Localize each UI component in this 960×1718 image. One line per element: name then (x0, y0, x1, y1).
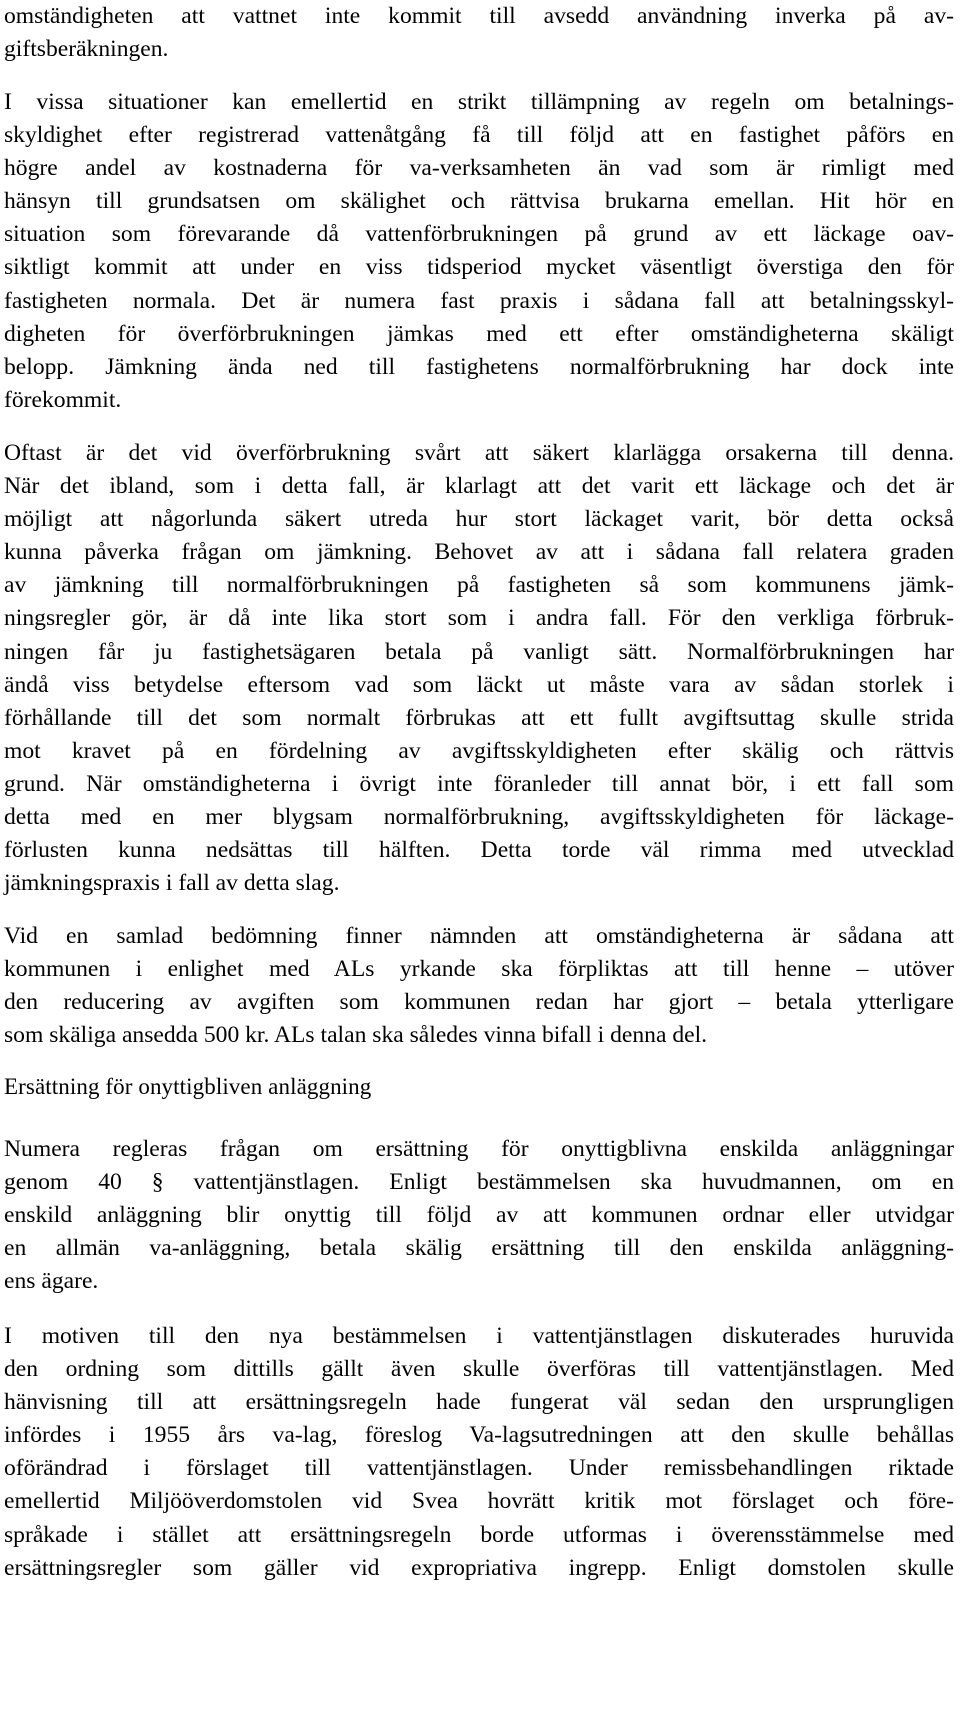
text-line: fastigheten normala. Det är numera fast praxis i sådana fall att betalningsskyl- (4, 287, 954, 314)
text-line: ersättningsregler som gäller vid expropriativa ingrepp. Enligt domstolen skulle (4, 1554, 954, 1581)
text-line: mot kravet på en fördelning av avgiftsskyldigheten efter skälig och rättvis (4, 737, 954, 764)
section-heading-text: Ersättning för onyttigbliven anläggning (4, 1074, 372, 1099)
text-line: siktligt kommit att under en viss tidsperiod mycket väsentligt överstiga den för (4, 254, 954, 281)
text-line: kunna påverka frågan om jämkning. Behovet av att i sådana fall relatera graden (4, 539, 954, 566)
text-line: enskild anläggning blir onyttig till följd av att kommunen ordnar eller utvidgar (4, 1202, 954, 1229)
text-line: Vid en samlad bedömning finner nämnden att omständigheterna är sådana att (4, 923, 954, 949)
text-line: den reducering av avgiften som kommunen redan har gjort – betala ytterligare (4, 989, 954, 1016)
text-line: kommunen i enlighet med ALs yrkande ska förpliktas att till henne – utöver (4, 956, 954, 983)
paragraph-strict-application (4, 86, 954, 417)
text-line: skyldighet efter registrerad vattenåtgång få till följd att en fastighet påförs en (4, 122, 954, 149)
text-line: Numera regleras frågan om ersättning för onyttigblivna enskilda anläggningar (4, 1136, 954, 1162)
text-line: giftsberäkningen. (4, 36, 169, 63)
text-line: förekommit. (4, 386, 122, 413)
text-line: hänsyn till grundsatsen om skälighet och rättvisa brukarna emellan. Hit hör en (4, 188, 954, 215)
text-line: språkade i stället att ersättningsregeln borde utformas i överensstämmelse med (4, 1521, 954, 1548)
paragraph-assessment (4, 920, 954, 1052)
paragraph-legislative-motives (4, 1320, 954, 1585)
text-line: omständigheten att vattnet inte kommit till avsedd användning inverka på av- (4, 3, 954, 29)
text-line: När det ibland, som i detta fall, är klarlagt att det varit ett läckage och det är (4, 473, 954, 500)
section-heading (4, 1070, 954, 1103)
text-line: den ordning som dittills gällt även skulle överföras till vattentjänstlagen. Med (4, 1356, 954, 1383)
text-line: som skäliga ansedda 500 kr. ALs talan ska således vinna bifall i denna del. (4, 1022, 708, 1049)
text-line: förhållande till det som normalt förbrukas att ett fullt avgiftsuttag skulle strida (4, 704, 954, 731)
paragraph-continuation (4, 0, 954, 66)
text-line: I vissa situationer kan emellertid en strikt tillämpning av regeln om betalnings- (4, 89, 954, 115)
text-line: digheten för överförbrukningen jämkas med ett efter omständigheterna skäligt (4, 320, 954, 347)
text-line: ningsregler gör, är då inte lika stort som i andra fall. För den verkliga förbruk- (4, 605, 954, 632)
paragraph-overconsumption (4, 437, 954, 900)
text-line: situation som förevarande då vattenförbrukningen på grund av ett läckage oav- (4, 221, 954, 248)
text-line: högre andel av kostnaderna för va-verksamheten än vad som är rimligt med (4, 155, 954, 182)
text-line: genom 40 § vattentjänstlagen. Enligt bestämmelsen ska huvudmannen, om en (4, 1169, 954, 1196)
text-line: infördes i 1955 års va-lag, föreslog Va-lagsutredningen att den skulle behållas (4, 1422, 954, 1449)
text-line: oförändrad i förslaget till vattentjänstlagen. Under remissbehandlingen riktade (4, 1455, 954, 1482)
text-line: ändå viss betydelse eftersom vad som läckt ut måste vara av sådan storlek i (4, 671, 954, 698)
text-line: hänvisning till att ersättningsregeln hade fungerat väl sedan den ursprungligen (4, 1389, 954, 1416)
text-line: grund. När omständigheterna i övrigt inte föranleder till annat bör, i ett fall som (4, 770, 954, 797)
text-line: en allmän va-anläggning, betala skälig ersättning till den enskilda anläggning- (4, 1235, 954, 1262)
paragraph-compensation-rule (4, 1133, 954, 1298)
text-line: ens ägare. (4, 1268, 99, 1295)
text-line: Oftast är det vid överförbrukning svårt att säkert klarlägga orsakerna till denna. (4, 440, 954, 466)
text-line: av jämkning till normalförbrukningen på fastigheten så som kommunens jämk- (4, 572, 954, 599)
text-line: jämkningspraxis i fall av detta slag. (4, 870, 340, 897)
text-line: möjligt att någorlunda säkert utreda hur stort läckaget varit, bör detta också (4, 506, 954, 533)
text-line: förlusten kunna nedsättas till hälften. Detta torde väl rimma med utvecklad (4, 837, 954, 864)
text-line: ningen får ju fastighetsägaren betala på vanligt sätt. Normalförbrukningen har (4, 638, 954, 665)
text-line: belopp. Jämkning ända ned till fastighetens normalförbrukning har dock inte (4, 353, 954, 380)
text-line: detta med en mer blygsam normalförbrukning, avgiftsskyldigheten för läckage- (4, 804, 954, 831)
text-line: emellertid Miljööverdomstolen vid Svea hovrätt kritik mot förslaget och före- (4, 1488, 954, 1515)
text-line: I motiven till den nya bestämmelsen i vattentjänstlagen diskuterades huruvida (4, 1323, 954, 1349)
